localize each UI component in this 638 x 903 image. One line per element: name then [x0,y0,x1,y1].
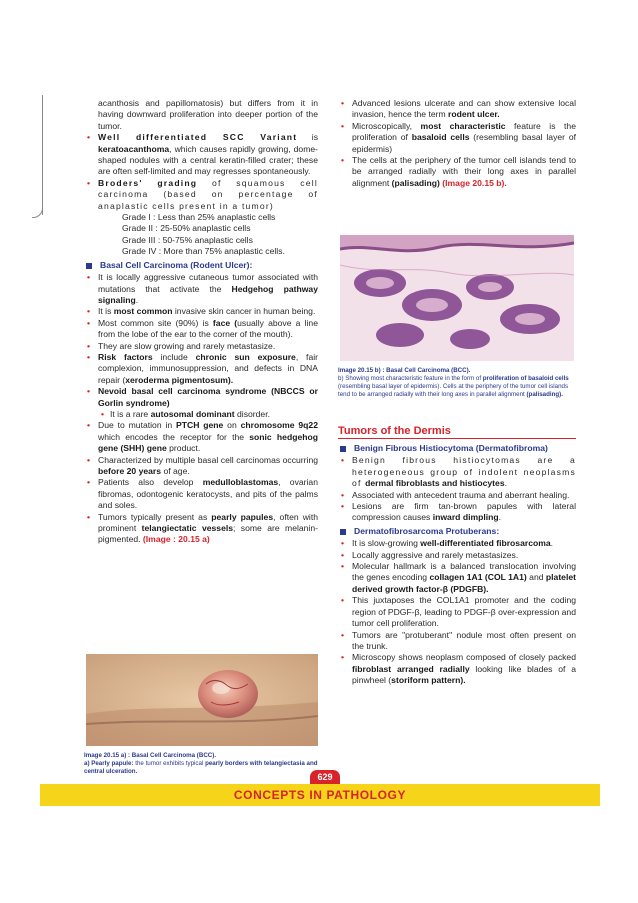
list-item: • Broders' grading of squamous cell carcinoma (based on percentage of anaplastic cells present in a tumor) [84,178,318,212]
list-item: • It is locally aggressive cutaneous tumor associated with mutations that activate the Hedgehog pathway signaling. [84,272,318,306]
list-item: • Due to mutation in PTCH gene on chromosome 9q22 which encodes the receptor for the sonic hedgehog gene (SHH) gene product. [84,420,318,454]
list-item: • They are slow growing and rarely metastasize. [84,341,318,352]
grade-line: Grade III : 50-75% anaplastic cells [122,234,253,245]
clinical-photo-pearly-papule [86,654,318,746]
list-item: • Tumors typically present as pearly papules, often with prominent telangiectatic vessels; some are melanin-pigmented. (Image : 20.15 a) [84,512,318,546]
grade-line: Grade I : Less than 25% anaplastic cells [122,212,276,223]
list-item: • Tumors are "protuberant" nodule most often present on the trunk. [338,630,576,653]
list-item: • This juxtaposes the COL1A1 promoter and the coding region of PDGF-β, leading to PDGF-β over-expression and tumor cell proliferation. [338,595,576,629]
page-number: 629 [310,770,340,784]
list-item: • Most common site (90%) is face (usually above a line from the lobe of the ear to the corner of the mouth). [84,318,318,341]
section-title-dermis: Tumors of the Dermis [338,425,576,439]
bcc-cont-list [338,98,576,189]
dfsp-list [338,538,576,686]
list-item: • Advanced lesions ulcerate and can show extensive local invasion, hence the term rodent ulcer. [338,98,576,121]
list-item: • Risk factors include chronic sun exposure, fair complexion, immunosuppression, and defects in DNA repair (xeroderma pigmentosum). [84,352,318,386]
list-item: • Microscopy shows neoplasm composed of closely packed fibroblast arranged radially looking like blades of a pinwheel (storiform pattern). [338,652,576,686]
list-item: • Patients also develop medulloblastomas, ovarian fibromas, odontogenic keratocysts, and pits of the palms and soles. [84,477,318,511]
sub-list-item: • It is a rare autosomal dominant disorder. [84,409,318,420]
right-column-lower [338,441,576,687]
page-edge-line [42,95,43,215]
scc-list [84,132,318,212]
book-title: CONCEPTS IN PATHOLOGY [233,788,407,802]
section-heading: Benign Fibrous Histiocytoma (Dermatofibroma) [338,443,576,454]
list-item: • Microscopically, most characteristic feature is the proliferation of basaloid cells (resembling basal layer of epidermis) [338,121,576,155]
list-item: • Benign fibrous histiocytomas are a heterogeneous group of indolent neoplasms of dermal fibroblasts and histiocytes. [338,455,576,489]
section-heading: Dermatofibrosarcoma Protuberans: [338,526,576,537]
left-column [84,98,318,546]
histology-image-bcc [340,235,574,361]
list-item: • Well differentiated SCC Variant is keratoacanthoma, which causes rapidly growing, dome-shaped nodules with a central keratin-filled crater; these are often self-limited and may regresses spontaneously. [84,132,318,178]
list-item: • It is most common invasive skin cancer in human being. [84,306,318,317]
grade-line: Grade II : 25-50% anaplastic cells [122,223,251,234]
list-item: • Molecular hallmark is a balanced translocation involving the genes encoding collagen 1A1 (COL 1A1) and platelet derived growth factor-β (PDGFB). [338,561,576,595]
bfh-list [338,455,576,523]
list-item: • Characterized by multiple basal cell carcinomas occurring before 20 years of age. [84,455,318,478]
section-heading: Basal Cell Carcinoma (Rodent Ulcer): [84,260,318,271]
list-item: • Associated with antecedent trauma and aberrant healing. [338,490,576,501]
figure-caption-a: Image 20.15 a) : Basal Cell Carcinoma (BCC). a) Pearly papule: the tumor exhibits typical pearly borders with telangiectasia and central ulceration. [84,752,318,775]
right-column [338,98,576,189]
paragraph: acanthosis and papillomatosis) but differs from it in having downward proliferation into deeper portion of the tumor. [98,98,318,131]
figure-caption-b: Image 20.15 b) : Basal Cell Carcinoma (BCC). b) Showing most characteristic feature in the form of proliferation of basaloid cells (resembling basal layer of epidermis). Cells at the periphery of the tumor cell islands tend to be arranged radially with their long axes in parallel alignment (palisading). [338,367,569,398]
page-edge-curl [32,205,43,218]
list-item: • The cells at the periphery of the tumor cell islands tend to be arranged radially with their long axes in parallel alignment (palisading) (Image 20.15 b). [338,155,576,189]
list-item: • It is slow-growing well-differentiated fibrosarcoma. [338,538,576,549]
list-item: • Locally aggressive and rarely metastasizes. [338,550,576,561]
list-item: • Lesions are firm tan-brown papules with lateral compression causes inward dimpling. [338,501,576,524]
bcc-list [84,272,318,546]
grade-line: Grade IV : More than 75% anaplastic cells. [122,246,285,257]
list-item: • Nevoid basal cell carcinoma syndrome (NBCCS or Gorlin syndrome) [84,386,318,409]
